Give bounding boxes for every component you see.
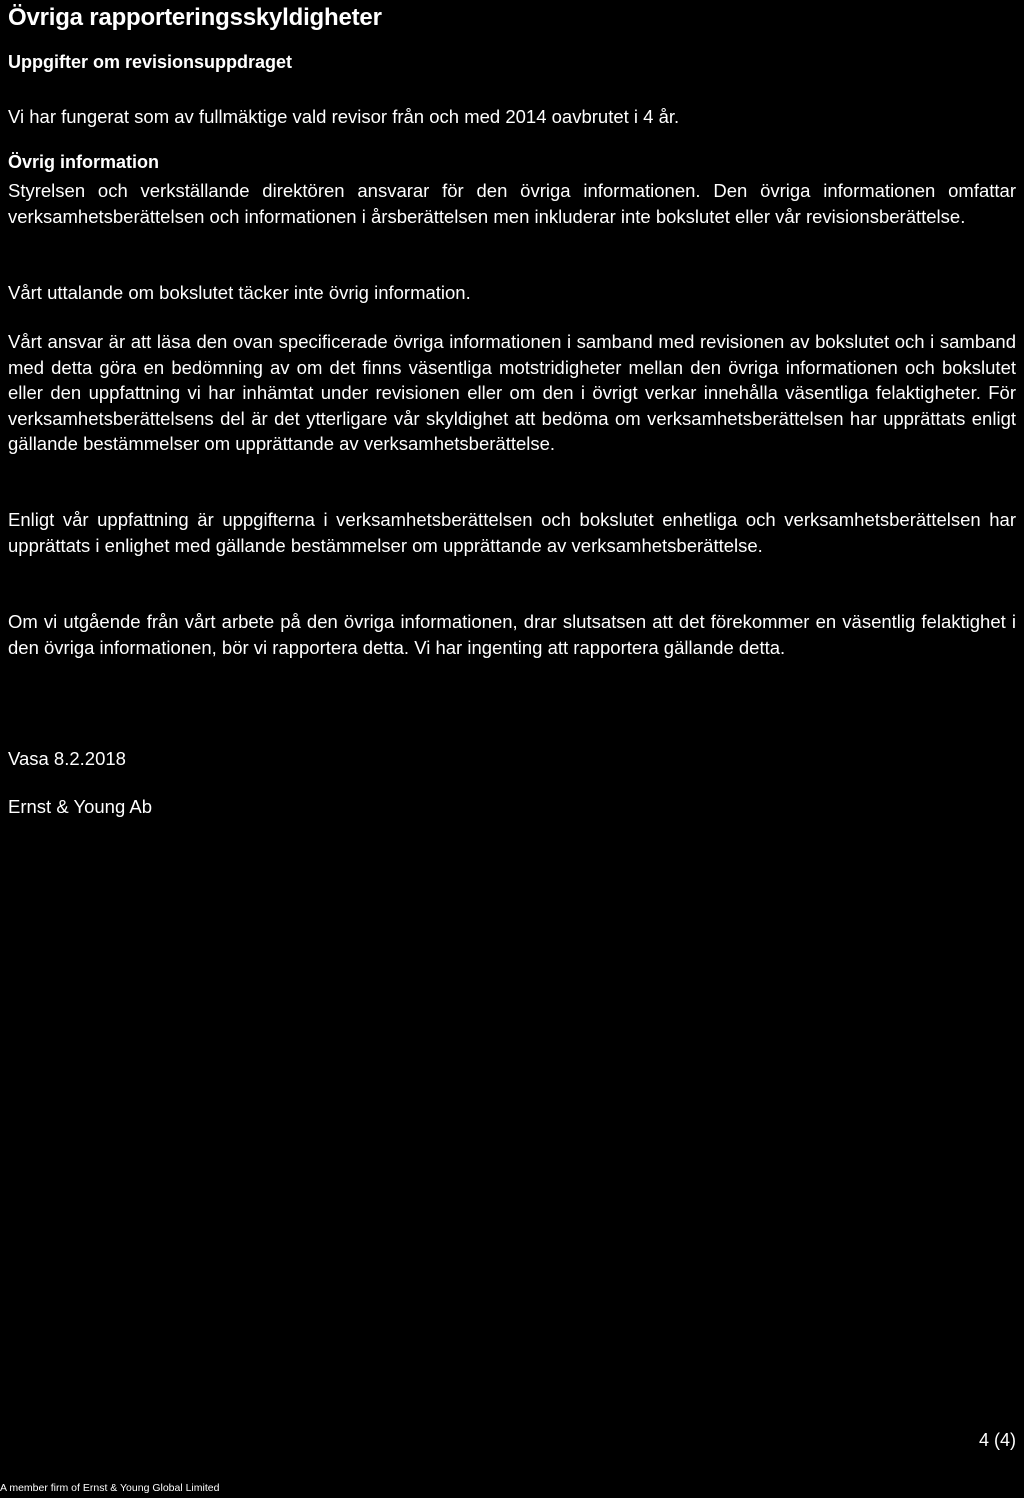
reporting-paragraph: Om vi utgående från vårt arbete på den övriga informationen, drar slutsatsen att det förekommer en väsentlig felaktighet i den övriga informationen, bör vi rapportera detta. Vi har ingenting att rapportera gällande detta. <box>8 611 1016 658</box>
audit-tenure-paragraph: Vi har fungerat som av fullmäktige vald revisor från och med 2014 oavbrutet i 4 år. <box>8 106 680 127</box>
statement-scope-paragraph: Vårt uttalande om bokslutet täcker inte övrig information. <box>8 282 471 303</box>
footer-note: A member firm of Ernst & Young Global Limited <box>0 1482 220 1494</box>
section-title: Övriga rapporteringsskyldigheter <box>8 4 382 31</box>
page-number: 4 (4) <box>978 1430 1016 1450</box>
auditor-responsibility-paragraph: Vårt ansvar är att läsa den ovan specificerade övriga informationen i samband med revisionen av bokslutet och i samband med detta göra en bedömning av om det finns väsentliga motstridigheter mellan den övriga informationen och bokslutet eller den uppfattning vi har inhämtat under revisionen eller om den i övrigt verkar innehålla väsentliga felaktigheter. För verksamhetsberättelsens del är det ytterligare vår skyldighet att bedöma om verksamhetsberättelsen har upprättats enligt gällande bestämmelser om upprättande av verksamhetsberättelse. <box>8 331 1016 454</box>
signature-place-date: Vasa 8.2.2018 <box>8 748 126 769</box>
board-responsibility-paragraph: Styrelsen och verkställande direktören ansvarar för den övriga informationen. Den övriga informationen omfattar verksamhetsberättelsen och informationen i årsberättelsen men inkluderar inte bokslutet eller vår revisionsberättelse. <box>8 180 1016 227</box>
signature-firm-name: Ernst & Young Ab <box>8 796 153 817</box>
other-information-heading: Övrig information <box>8 152 160 172</box>
opinion-paragraph: Enligt vår uppfattning är uppgifterna i verksamhetsberättelsen och bokslutet enhetliga och verksamhetsberättelsen har upprättats i enlighet med gällande bestämmelser om upprättande av verksamhetsberättelse. <box>8 509 1016 556</box>
audit-assignment-heading: Uppgifter om revisionsuppdraget <box>8 52 293 72</box>
